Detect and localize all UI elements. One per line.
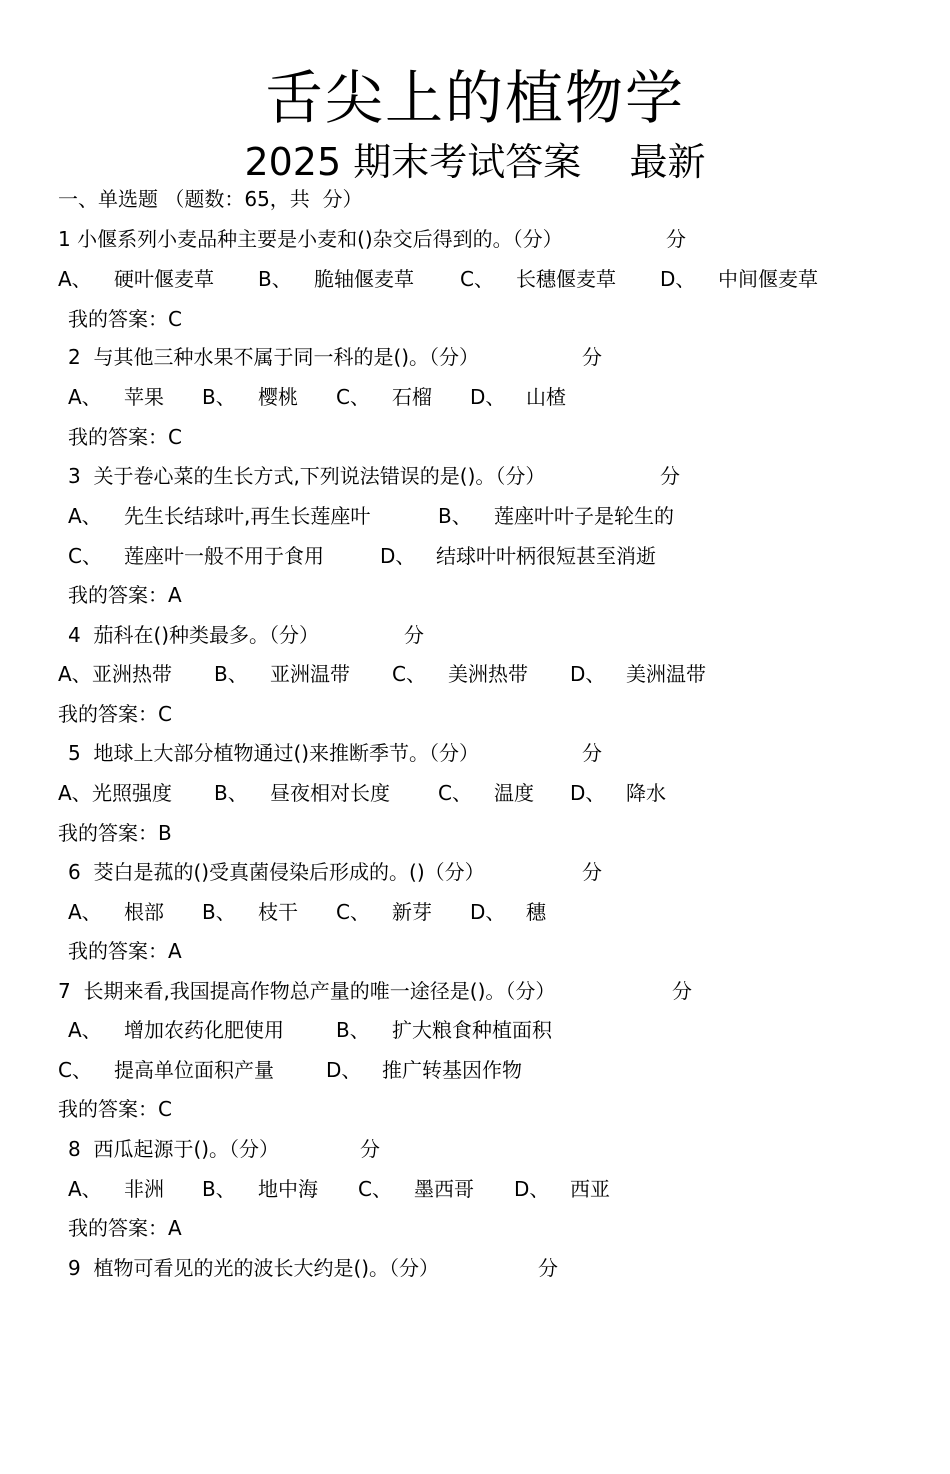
- option-text: 西亚: [570, 1177, 610, 1201]
- option-text: 增加农药化肥使用: [124, 1018, 284, 1042]
- option-letter: C、: [336, 385, 370, 409]
- option-text: 石榴: [392, 385, 432, 409]
- option-text: 枝干: [258, 900, 298, 924]
- question-score: 分: [404, 623, 424, 647]
- my-answer: 我的答案：B: [58, 821, 172, 845]
- option-letter: A、: [58, 662, 92, 686]
- option-letter: C、: [460, 267, 494, 291]
- option-text: 樱桃: [258, 385, 298, 409]
- option-text: 穗: [526, 900, 546, 924]
- option-text: 温度: [494, 781, 534, 805]
- question-score: 分: [582, 860, 602, 884]
- option-letter: B、: [336, 1018, 370, 1042]
- option-letter: A、: [68, 504, 102, 528]
- option-text: 中间偃麦草: [718, 267, 818, 291]
- question-score: 分: [360, 1137, 380, 1161]
- my-answer: 我的答案：A: [68, 583, 182, 607]
- question-2: [68, 342, 928, 372]
- option-text: 亚洲温带: [270, 662, 350, 686]
- option-letter: A、: [58, 267, 92, 291]
- option-letter: B、: [202, 385, 236, 409]
- option-text: 硬叶偃麦草: [114, 267, 214, 291]
- option-text: 亚洲热带: [92, 662, 172, 686]
- option-text: 结球叶叶柄很短甚至消逝: [436, 544, 656, 568]
- option-text: 降水: [626, 781, 666, 805]
- options-row: [58, 1055, 928, 1085]
- options-row: [58, 659, 928, 689]
- question-text: 9 植物可看见的光的波长大约是()。（分）: [68, 1256, 440, 1280]
- question-5: [68, 738, 928, 768]
- question-score: 分: [666, 227, 686, 251]
- option-letter: A、: [68, 385, 102, 409]
- option-text: 推广转基因作物: [382, 1058, 522, 1082]
- option-letter: D、: [660, 267, 696, 291]
- option-text: 地中海: [258, 1177, 318, 1201]
- option-letter: D、: [570, 781, 606, 805]
- option-letter: C、: [358, 1177, 392, 1201]
- question-score: 分: [672, 979, 692, 1003]
- option-letter: D、: [326, 1058, 362, 1082]
- question-score: 分: [582, 345, 602, 369]
- option-letter: B、: [214, 662, 248, 686]
- question-3: [68, 461, 928, 491]
- option-text: 先生长结球叶,再生长莲座叶: [124, 504, 371, 528]
- question-score: 分: [582, 741, 602, 765]
- question-text: 8 西瓜起源于()。（分）: [68, 1137, 280, 1161]
- option-letter: B、: [258, 267, 292, 291]
- options-row: [58, 778, 928, 808]
- options-row: [68, 1015, 928, 1045]
- option-text: 美洲温带: [626, 662, 706, 686]
- option-text: 根部: [124, 900, 164, 924]
- option-letter: A、: [68, 1018, 102, 1042]
- question-4: [68, 620, 928, 650]
- option-text: 脆轴偃麦草: [314, 267, 414, 291]
- options-row: [68, 1174, 928, 1204]
- option-letter: D、: [570, 662, 606, 686]
- option-letter: D、: [380, 544, 416, 568]
- question-7: [58, 976, 928, 1006]
- my-answer: 我的答案：C: [68, 307, 182, 331]
- question-9: [68, 1253, 928, 1283]
- my-answer: 我的答案：C: [68, 425, 182, 449]
- question-text: 6 茭白是菰的()受真菌侵染后形成的。()（分）: [68, 860, 485, 884]
- option-letter: A、: [58, 781, 92, 805]
- option-text: 莲座叶一般不用于食用: [124, 544, 324, 568]
- question-6: [68, 857, 928, 887]
- my-answer: 我的答案：A: [68, 1216, 182, 1240]
- question-text: 4 茄科在()种类最多。（分）: [68, 623, 320, 647]
- question-text: 5 地球上大部分植物通过()来推断季节。（分）: [68, 741, 480, 765]
- option-letter: C、: [392, 662, 426, 686]
- option-text: 长穗偃麦草: [516, 267, 616, 291]
- option-letter: A、: [68, 1177, 102, 1201]
- question-score: 分: [538, 1256, 558, 1280]
- option-text: 提高单位面积产量: [114, 1058, 274, 1082]
- option-letter: D、: [470, 385, 506, 409]
- my-answer: 我的答案：A: [68, 939, 182, 963]
- question-8: [68, 1134, 928, 1164]
- document-subtitle: 2025 期末考试答案 最新: [244, 140, 706, 184]
- options-row: [68, 501, 928, 531]
- question-text: 7 长期来看,我国提高作物总产量的唯一途径是()。（分）: [58, 979, 556, 1003]
- option-text: 苹果: [124, 385, 164, 409]
- option-letter: A、: [68, 900, 102, 924]
- option-text: 昼夜相对长度: [270, 781, 390, 805]
- option-text: 光照强度: [92, 781, 172, 805]
- option-letter: C、: [438, 781, 472, 805]
- options-row: [68, 897, 928, 927]
- my-answer: 我的答案：C: [58, 702, 172, 726]
- option-letter: B、: [438, 504, 472, 528]
- option-text: 新芽: [392, 900, 432, 924]
- option-letter: D、: [470, 900, 506, 924]
- document-title: 舌尖上的植物学: [264, 64, 685, 132]
- option-text: 莲座叶叶子是轮生的: [494, 504, 674, 528]
- question-text: 2 与其他三种水果不属于同一科的是()。（分）: [68, 345, 480, 369]
- option-letter: B、: [214, 781, 248, 805]
- options-row: [68, 382, 928, 412]
- option-text: 非洲: [124, 1177, 164, 1201]
- option-letter: B、: [202, 1177, 236, 1201]
- option-letter: C、: [336, 900, 370, 924]
- option-text: 山楂: [526, 385, 566, 409]
- option-text: 美洲热带: [448, 662, 528, 686]
- option-text: 墨西哥: [414, 1177, 474, 1201]
- option-letter: C、: [58, 1058, 92, 1082]
- question-text: 1 小偃系列小麦品种主要是小麦和()杂交后得到的。（分）: [58, 227, 563, 251]
- section-heading: 一、单选题 （题数：65，共 分）: [58, 187, 363, 211]
- option-letter: C、: [68, 544, 102, 568]
- options-row: [58, 264, 938, 294]
- option-text: 扩大粮食种植面积: [392, 1018, 552, 1042]
- options-row: [68, 541, 928, 571]
- option-letter: B、: [202, 900, 236, 924]
- question-1: [58, 224, 938, 254]
- my-answer: 我的答案：C: [58, 1097, 172, 1121]
- question-score: 分: [660, 464, 680, 488]
- question-text: 3 关于卷心菜的生长方式,下列说法错误的是()。（分）: [68, 464, 546, 488]
- option-letter: D、: [514, 1177, 550, 1201]
